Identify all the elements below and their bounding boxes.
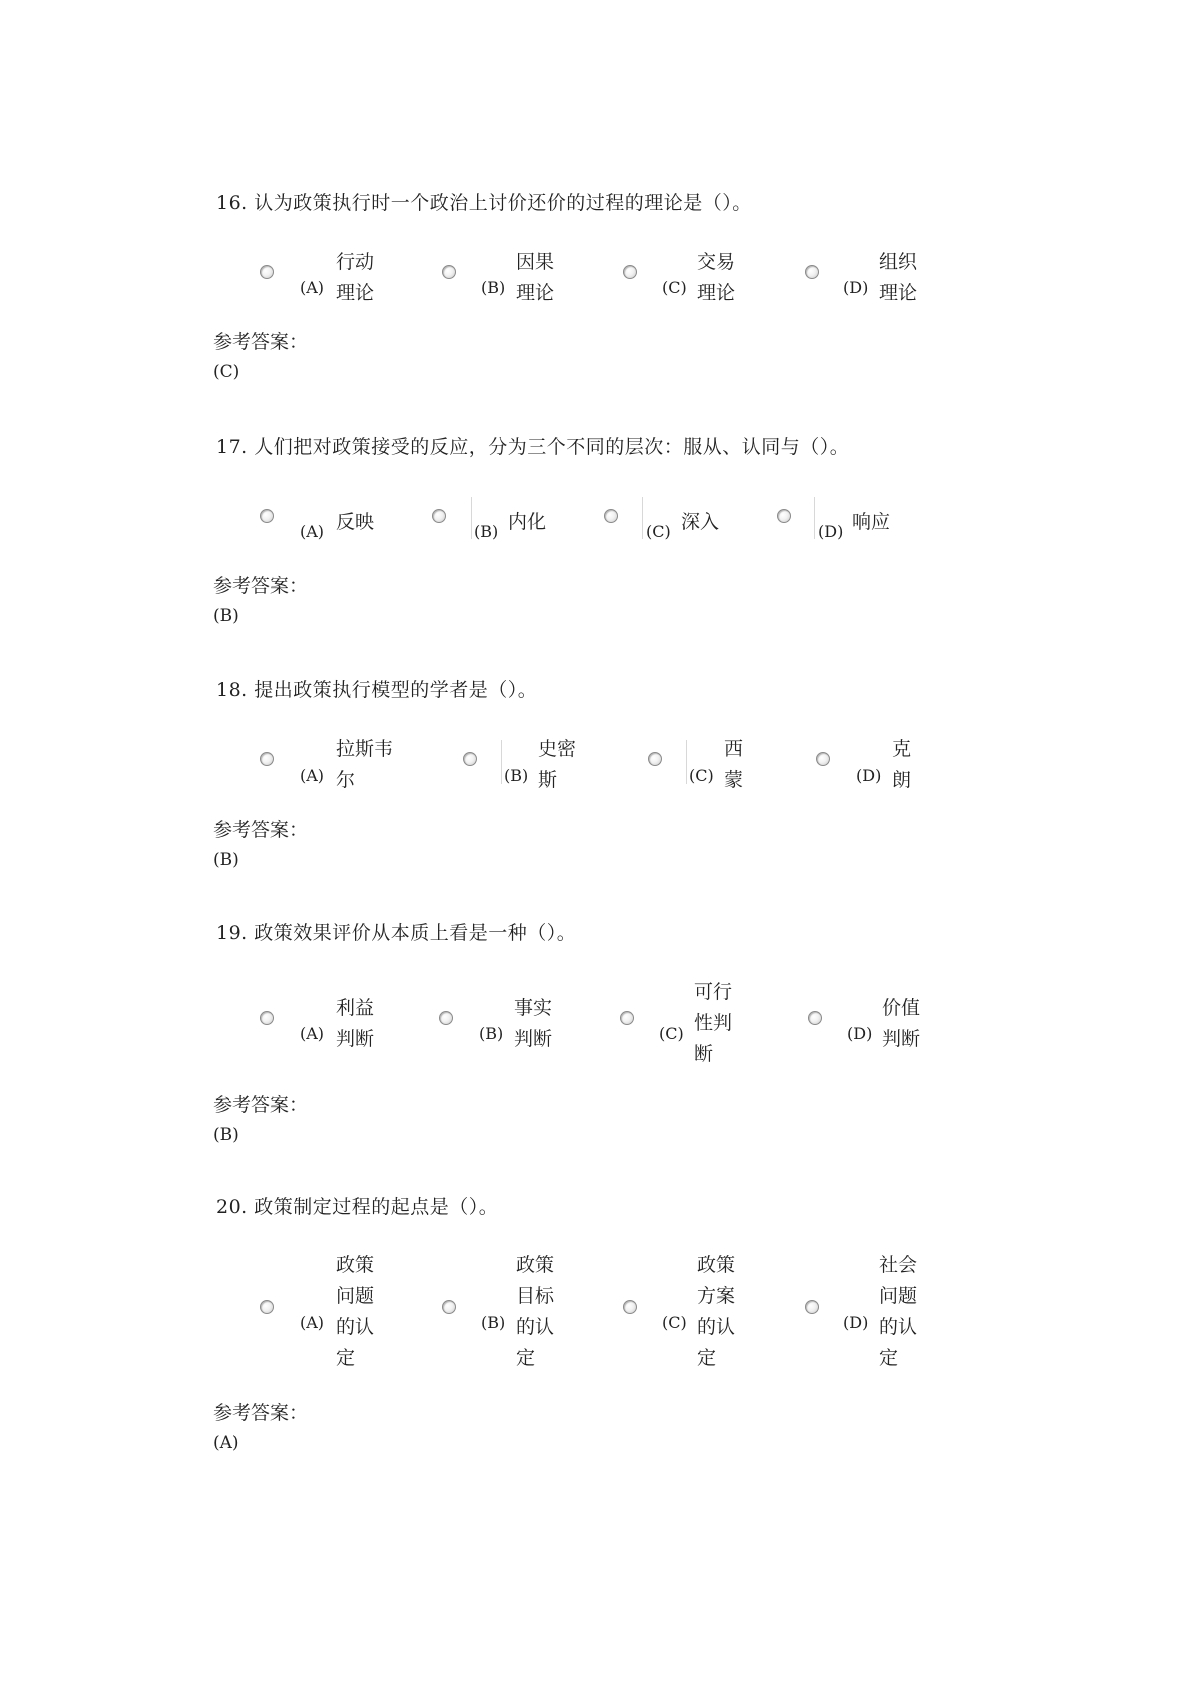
- option-letter: (B): [504, 766, 529, 785]
- option-letter: (A): [300, 522, 325, 541]
- radio-button[interactable]: [442, 1300, 456, 1314]
- radio-button[interactable]: [442, 265, 456, 279]
- option-letter: (C): [662, 1313, 687, 1332]
- answer-value: (A): [213, 1433, 239, 1453]
- radio-button[interactable]: [623, 265, 637, 279]
- question-text: 18. 提出政策执行模型的学者是（）。: [216, 679, 538, 701]
- radio-button[interactable]: [805, 1300, 819, 1314]
- option-letter: (A): [300, 1313, 325, 1332]
- question-text: 19. 政策效果评价从本质上看是一种（）。: [216, 922, 577, 944]
- option-text: 因果 理论: [516, 251, 555, 304]
- column-divider: [642, 497, 643, 539]
- option-letter: (C): [659, 1024, 684, 1043]
- radio-button[interactable]: [260, 752, 274, 766]
- question-text: 20. 政策制定过程的起点是（）。: [216, 1196, 499, 1218]
- answer-label: 参考答案：: [213, 1094, 309, 1116]
- option-letter: (B): [474, 522, 499, 541]
- option-letter: (B): [481, 278, 506, 297]
- radio-button[interactable]: [777, 509, 791, 523]
- option-text: 政策 问题 的认 定: [336, 1254, 375, 1369]
- option-letter: (D): [818, 522, 844, 541]
- option-text: 深入: [681, 511, 720, 533]
- option-letter: (A): [300, 766, 325, 785]
- option-text: 响应: [852, 511, 891, 533]
- answer-label: 参考答案：: [213, 331, 309, 353]
- option-letter: (C): [689, 766, 714, 785]
- option-letter: (C): [662, 278, 687, 297]
- option-letter: (A): [300, 1024, 325, 1043]
- option-letter: (D): [856, 766, 882, 785]
- option-letter: (D): [843, 1313, 869, 1332]
- option-letter: (C): [646, 522, 671, 541]
- radio-button[interactable]: [432, 509, 446, 523]
- option-text: 社会 问题 的认 定: [879, 1254, 918, 1369]
- radio-button[interactable]: [604, 509, 618, 523]
- column-divider: [471, 497, 472, 539]
- option-text: 克 朗: [892, 738, 912, 791]
- radio-button[interactable]: [260, 1300, 274, 1314]
- option-text: 交易 理论: [697, 251, 736, 304]
- radio-button[interactable]: [260, 509, 274, 523]
- answer-value: (B): [213, 1125, 239, 1145]
- option-text: 反映: [336, 511, 375, 533]
- option-text: 政策 方案 的认 定: [697, 1254, 736, 1369]
- answer-value: (B): [213, 850, 239, 870]
- answer-label: 参考答案：: [213, 1402, 309, 1424]
- radio-button[interactable]: [805, 265, 819, 279]
- option-text: 行动 理论: [336, 251, 375, 304]
- option-text: 可行 性判 断: [694, 981, 733, 1065]
- option-text: 利益 判断: [336, 997, 375, 1050]
- option-text: 事实 判断: [514, 997, 553, 1050]
- column-divider: [501, 740, 502, 784]
- option-letter: (B): [481, 1313, 506, 1332]
- option-text: 西 蒙: [724, 738, 744, 791]
- radio-button[interactable]: [463, 752, 477, 766]
- radio-button[interactable]: [816, 752, 830, 766]
- option-letter: (B): [479, 1024, 504, 1043]
- option-letter: (D): [847, 1024, 873, 1043]
- radio-button[interactable]: [623, 1300, 637, 1314]
- radio-button[interactable]: [808, 1011, 822, 1025]
- option-text: 政策 目标 的认 定: [516, 1254, 555, 1369]
- option-text: 组织 理论: [879, 251, 918, 304]
- radio-button[interactable]: [620, 1011, 634, 1025]
- option-letter: (A): [300, 278, 325, 297]
- option-text: 内化: [508, 511, 547, 533]
- answer-value: (C): [213, 362, 240, 382]
- radio-button[interactable]: [260, 265, 274, 279]
- column-divider: [686, 740, 687, 784]
- radio-button[interactable]: [439, 1011, 453, 1025]
- option-letter: (D): [843, 278, 869, 297]
- option-text: 史密 斯: [538, 738, 577, 791]
- answer-value: (B): [213, 606, 239, 626]
- answer-label: 参考答案：: [213, 819, 309, 841]
- option-text: 拉斯韦 尔: [336, 738, 394, 791]
- answer-label: 参考答案：: [213, 575, 309, 597]
- question-text: 16. 认为政策执行时一个政治上讨价还价的过程的理论是（）。: [216, 192, 752, 214]
- option-text: 价值 判断: [882, 997, 921, 1050]
- radio-button[interactable]: [260, 1011, 274, 1025]
- column-divider: [814, 497, 815, 539]
- radio-button[interactable]: [648, 752, 662, 766]
- question-text: 17. 人们把对政策接受的反应，分为三个不同的层次：服从、认同与（）。: [216, 436, 850, 458]
